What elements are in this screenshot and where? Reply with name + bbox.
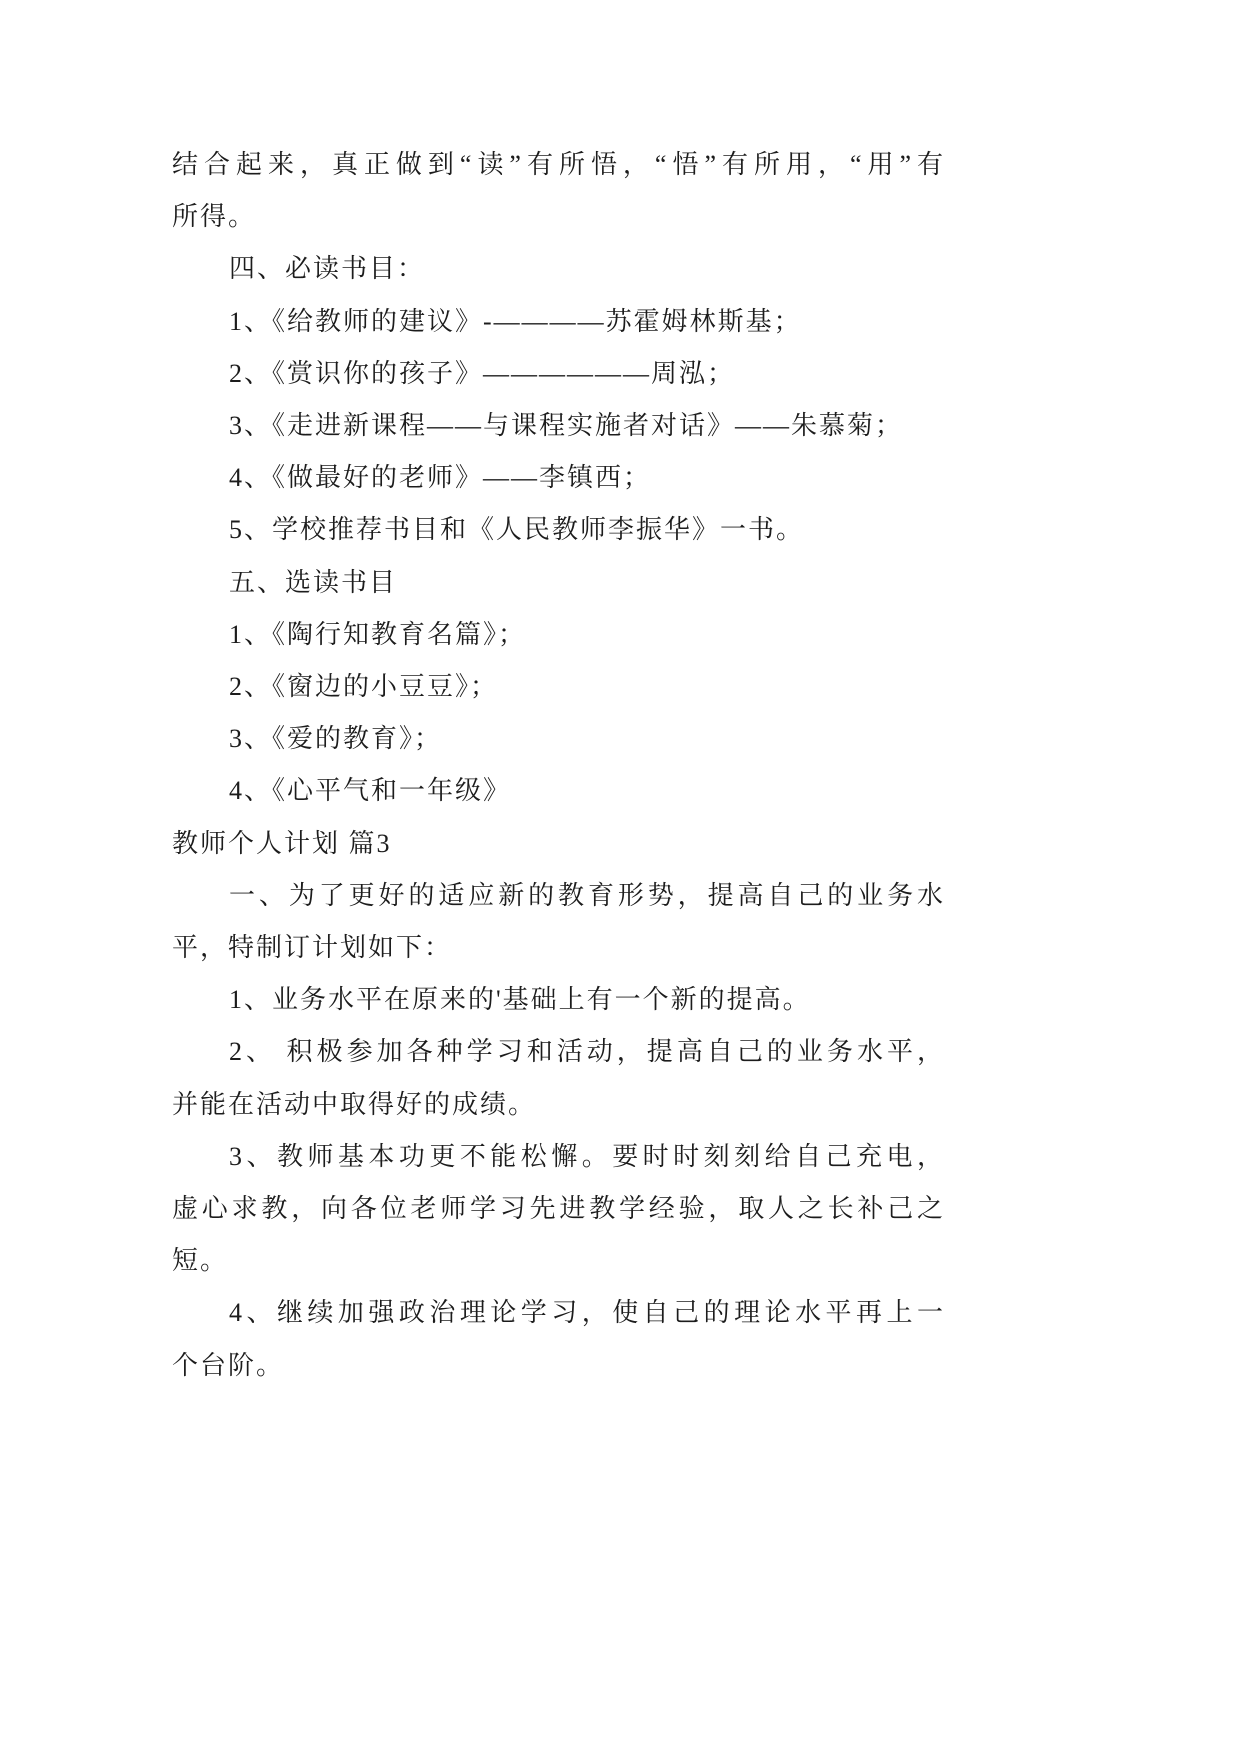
paragraph-line: 短。 bbox=[172, 1246, 229, 1276]
paragraph-line: 1、业务水平在原来的'基础上有一个新的提高。 bbox=[229, 985, 811, 1015]
paragraph-line: 个台阶。 bbox=[172, 1350, 285, 1380]
text-body bbox=[172, 139, 945, 1392]
reading-list-item: 1、《陶行知教育名篇》； bbox=[229, 619, 527, 649]
reading-list-item: 2、《窗边的小豆豆》； bbox=[229, 672, 499, 702]
reading-list-item: 4、《做最好的老师》——李镇西； bbox=[229, 463, 652, 493]
paragraph-line: 虚心求教，向各位老师学习先进教学经验，取人之长补己之 bbox=[172, 1194, 945, 1224]
reading-list-item: 3、《爱的教育》； bbox=[229, 724, 443, 754]
section-title: 教师个人计划 篇3 bbox=[172, 828, 392, 858]
paragraph-line: 并能在活动中取得好的成绩。 bbox=[172, 1089, 537, 1119]
paragraph-line: 2、 积极参加各种学习和活动，提高自己的业务水平， bbox=[229, 1037, 945, 1067]
paragraph-line: 平，特制订计划如下： bbox=[172, 933, 453, 963]
reading-list-item: 3、《走进新课程——与课程实施者对话》——朱慕菊； bbox=[229, 411, 904, 441]
section-heading: 四、必读书目： bbox=[229, 254, 426, 284]
section-heading: 五、选读书目 bbox=[229, 567, 398, 597]
reading-list-item: 1、《给教师的建议》-————苏霍姆林斯基； bbox=[229, 306, 802, 336]
reading-list-item: 5、学校推荐书目和《人民教师李振华》一书。 bbox=[229, 515, 805, 545]
paragraph-line: 一、为了更好的适应新的教育形势，提高自己的业务水 bbox=[229, 880, 945, 910]
reading-list-item: 2、《赏识你的孩子》——————周泓； bbox=[229, 358, 736, 388]
paragraph-line: 结合起来，真正做到“读”有所悟，“悟”有所用，“用”有 bbox=[172, 150, 945, 179]
paragraph-line: 3、教师基本功更不能松懈。要时时刻刻给自己充电， bbox=[229, 1141, 945, 1171]
reading-list-item: 4、《心平气和一年级》 bbox=[229, 776, 512, 806]
paragraph-line: 4、继续加强政治理论学习，使自己的理论水平再上一 bbox=[229, 1298, 945, 1328]
paragraph-line: 所得。 bbox=[172, 202, 257, 232]
